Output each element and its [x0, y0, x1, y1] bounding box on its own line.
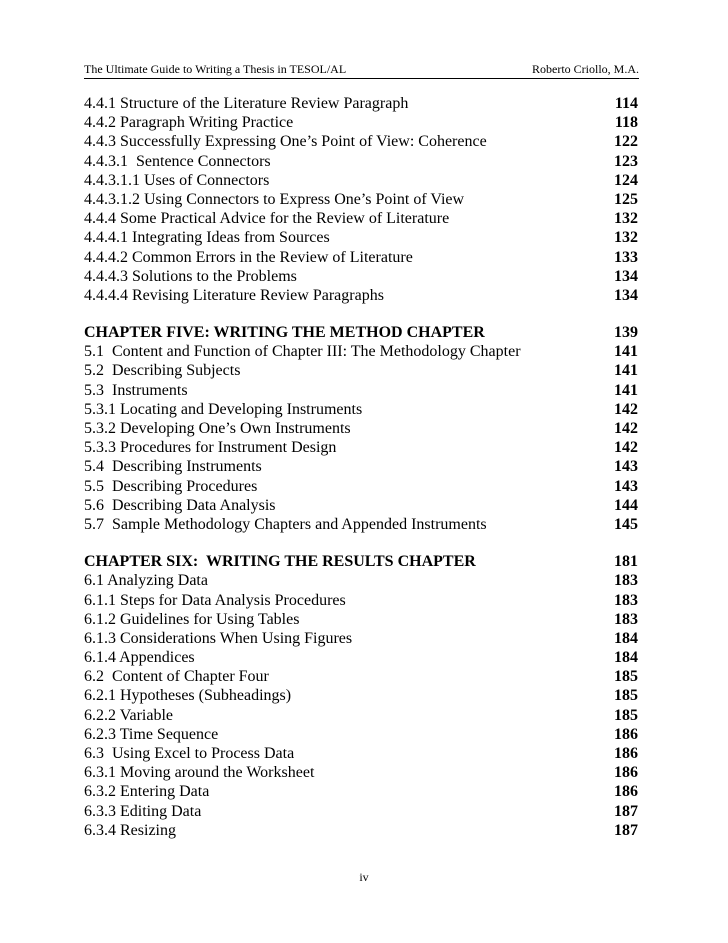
toc-entry	[84, 400, 638, 419]
entry-page-number: 122	[614, 133, 638, 151]
entry-page-number: 125	[614, 190, 638, 208]
entry-title: 5.3.3 Procedures for Instrument Design	[84, 439, 337, 457]
toc-entry	[84, 267, 638, 286]
entry-page-number: 186	[614, 725, 638, 743]
entry-title: 5.2 Describing Subjects	[84, 362, 241, 380]
toc-section	[84, 323, 638, 534]
entry-page-number: 144	[614, 496, 638, 514]
entry-page-number: 185	[614, 668, 638, 686]
running-header	[84, 60, 639, 79]
entry-title: 5.3 Instruments	[84, 381, 188, 399]
entry-title: 6.3.2 Entering Data	[84, 783, 210, 801]
chapter-title: CHAPTER SIX: WRITING THE RESULTS CHAPTER	[84, 553, 476, 571]
toc-entry	[84, 190, 638, 209]
entry-title: 6.2.2 Variable	[84, 706, 174, 724]
toc-entry	[84, 782, 638, 801]
entry-title: 4.4.3 Successfully Expressing One’s Point of View: Coherence	[84, 133, 487, 151]
entry-page-number: 186	[614, 764, 638, 782]
entry-title: 5.4 Describing Instruments	[84, 458, 262, 476]
entry-page-number: 186	[614, 745, 638, 762]
toc-entry	[84, 248, 638, 267]
entry-page-number: 141	[614, 343, 638, 361]
entry-title: 4.4.3.1.2 Using Connectors to Express One’s Point of View	[84, 190, 465, 208]
entry-title: 6.3.1 Moving around the Worksheet	[84, 764, 315, 782]
entry-title: 5.1 Content and Function of Chapter III: The Methodology Chapter	[84, 343, 521, 361]
entry-title: 6.1 Analyzing Data	[84, 572, 208, 590]
toc-entry	[84, 725, 638, 744]
entry-page-number: 124	[614, 171, 638, 189]
entry-page-number: 132	[614, 229, 638, 247]
toc-entry	[84, 132, 638, 151]
toc-entry	[84, 591, 638, 610]
toc-entry	[84, 209, 638, 228]
toc-section	[84, 552, 638, 840]
toc-entry	[84, 648, 638, 667]
entry-page-number: 145	[614, 515, 638, 533]
toc-entry	[84, 667, 638, 686]
entry-title: 5.3.1 Locating and Developing Instruments	[84, 400, 363, 418]
toc-entry	[84, 381, 638, 400]
entry-page-number: 142	[614, 420, 638, 437]
chapter-heading	[84, 323, 638, 342]
chapter-heading	[84, 552, 638, 571]
toc-entry	[84, 228, 638, 247]
toc-entry	[84, 152, 638, 171]
entry-page-number: 181	[614, 553, 638, 571]
entry-title: 5.5 Describing Procedures	[84, 477, 258, 495]
entry-page-number: 184	[614, 629, 638, 647]
entry-page-number: 185	[614, 706, 638, 724]
entry-page-number: 183	[614, 610, 638, 628]
toc-entry	[84, 744, 638, 763]
entry-page-number: 134	[614, 286, 638, 304]
toc-entry	[84, 802, 638, 821]
entry-title: 4.4.1 Structure of the Literature Review Paragraph	[84, 95, 409, 112]
entry-page-number: 142	[614, 400, 638, 418]
toc-entry	[84, 496, 638, 515]
entry-page-number: 185	[614, 687, 638, 705]
toc-entry	[84, 706, 638, 725]
entry-title: 4.4.3.1 Sentence Connectors	[84, 152, 271, 170]
entry-page-number: 141	[614, 381, 638, 399]
page-number: iv	[359, 870, 369, 884]
entry-page-number: 142	[614, 439, 638, 457]
entry-title: 5.7 Sample Methodology Chapters and Appended Instruments	[84, 515, 487, 533]
entry-page-number: 123	[614, 152, 638, 170]
entry-page-number: 187	[614, 821, 638, 839]
entry-title: 6.1.3 Considerations When Using Figures	[84, 629, 353, 647]
entry-title: 4.4.2 Paragraph Writing Practice	[84, 114, 294, 132]
entry-title: 6.1.2 Guidelines for Using Tables	[84, 610, 300, 628]
toc-entry	[84, 610, 638, 629]
entry-title: 6.3.4 Resizing	[84, 821, 176, 839]
entry-title: 4.4.4 Some Practical Advice for the Review of Literature	[84, 210, 450, 228]
toc-section	[84, 94, 638, 305]
toc-entry	[84, 419, 638, 438]
header-author: Roberto Criollo, M.A.	[532, 62, 639, 76]
toc-entry	[84, 438, 638, 457]
table-of-contents	[84, 94, 638, 858]
entry-page-number: 132	[614, 210, 638, 228]
entry-title: 6.1.1 Steps for Data Analysis Procedures	[84, 591, 346, 609]
entry-title: 6.1.4 Appendices	[84, 649, 195, 667]
entry-title: 4.4.4.4 Revising Literature Review Paragraphs	[84, 286, 384, 304]
entry-title: 6.2 Content of Chapter Four	[84, 668, 269, 686]
entry-page-number: 183	[614, 591, 638, 609]
header-book-title: The Ultimate Guide to Writing a Thesis in TESOL/AL	[84, 62, 347, 76]
toc-entry	[84, 629, 638, 648]
toc-entry	[84, 821, 638, 840]
toc-entry	[84, 571, 638, 590]
entry-page-number: 183	[614, 572, 638, 590]
entry-title: 6.3 Using Excel to Process Data	[84, 745, 295, 762]
toc-entry	[84, 286, 638, 305]
toc-entry	[84, 686, 638, 705]
entry-page-number: 186	[614, 783, 638, 801]
toc-entry	[84, 477, 638, 496]
entry-page-number: 141	[614, 362, 638, 380]
entry-title: 6.2.3 Time Sequence	[84, 725, 219, 743]
toc-entry	[84, 94, 638, 113]
toc-entry	[84, 361, 638, 380]
entry-title: 4.4.4.2 Common Errors in the Review of Literature	[84, 248, 413, 266]
entry-page-number: 139	[614, 324, 638, 342]
entry-page-number: 143	[614, 458, 638, 476]
entry-page-number: 114	[614, 95, 638, 112]
toc-entry	[84, 457, 638, 476]
entry-title: 4.4.3.1.1 Uses of Connectors	[84, 171, 270, 189]
chapter-title: CHAPTER FIVE: WRITING THE METHOD CHAPTER	[84, 324, 485, 342]
entry-page-number: 118	[614, 114, 638, 132]
toc-entry	[84, 342, 638, 361]
entry-title: 5.3.2 Developing One’s Own Instruments	[84, 420, 351, 437]
toc-entry	[84, 763, 638, 782]
toc-entry	[84, 171, 638, 190]
entry-page-number: 184	[614, 649, 638, 667]
toc-entry	[84, 515, 638, 534]
entry-title: 6.3.3 Editing Data	[84, 802, 202, 820]
entry-page-number: 187	[614, 802, 638, 820]
entry-title: 4.4.4.1 Integrating Ideas from Sources	[84, 229, 330, 247]
entry-title: 6.2.1 Hypotheses (Subheadings)	[84, 687, 292, 705]
toc-entry	[84, 113, 638, 132]
entry-page-number: 143	[614, 477, 638, 495]
entry-title: 4.4.4.3 Solutions to the Problems	[84, 267, 297, 285]
entry-page-number: 133	[614, 248, 638, 266]
entry-title: 5.6 Describing Data Analysis	[84, 496, 276, 514]
entry-page-number: 134	[614, 267, 638, 285]
